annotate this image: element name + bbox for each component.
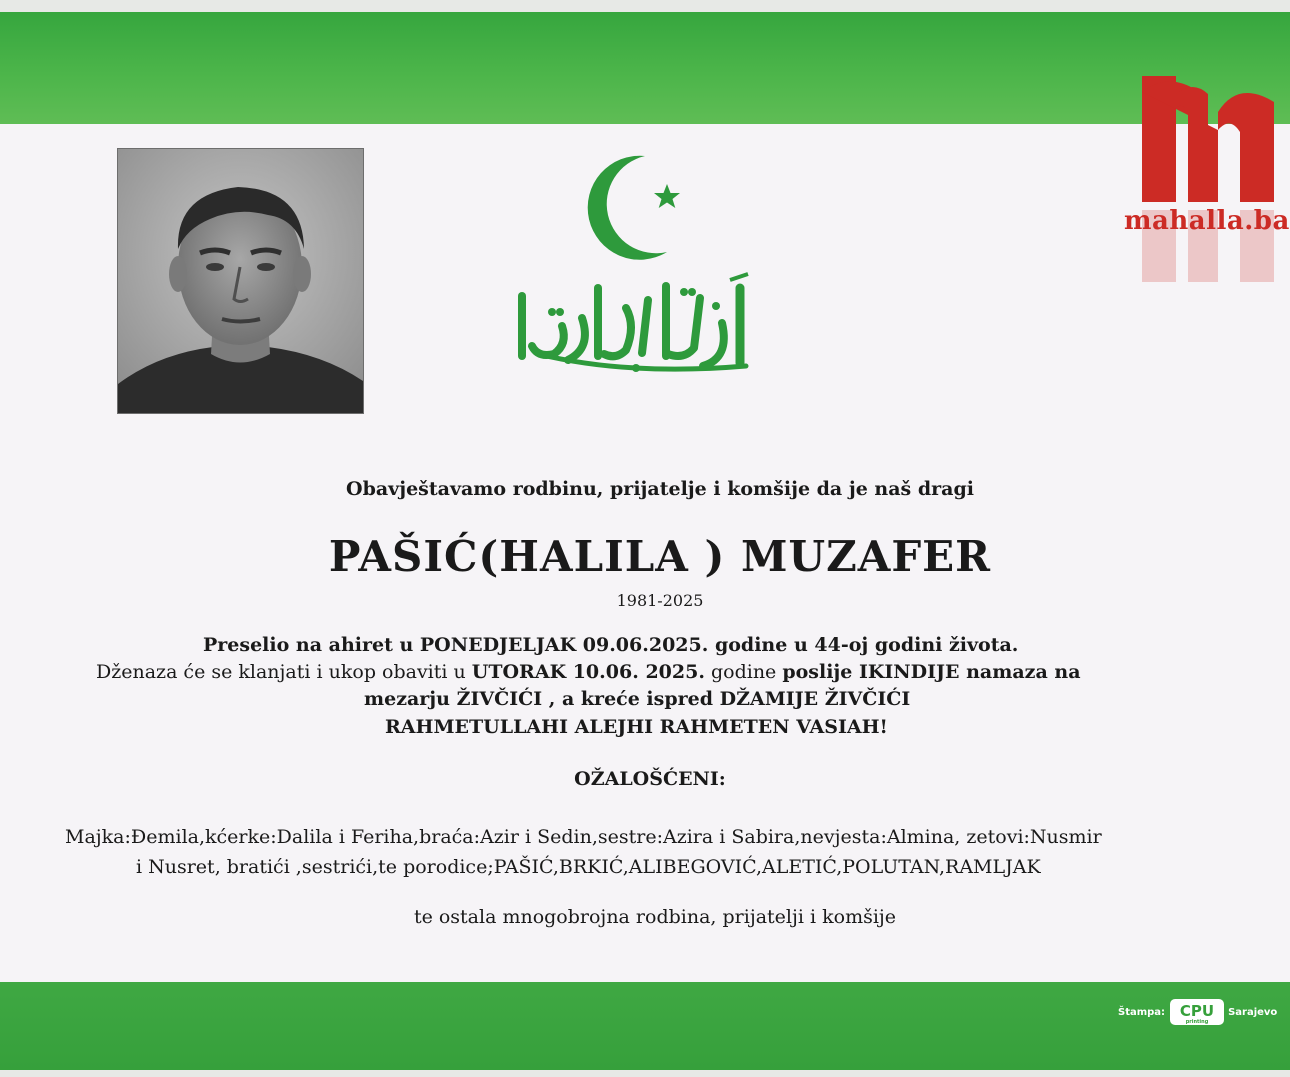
funeral-line: [96, 661, 1081, 683]
arabic-calligraphy-icon: [508, 268, 758, 383]
crescent-star-icon: [575, 148, 695, 266]
print-logo-text: CPU: [1179, 1002, 1215, 1020]
death-line: Preselio na ahiret u PONEDJELJAK 09.06.2025. godine u 44-oj godini života.: [203, 634, 1019, 656]
watermark-site: mahalla.ba: [1124, 206, 1290, 236]
funeral-line-part1: Dženaza će se klanjati i ukop obaviti u: [96, 661, 472, 683]
funeral-date: UTORAK 10.06. 2025.: [471, 661, 705, 683]
deceased-name: PAŠIĆ(HALILA ) MUZAFER: [328, 532, 992, 581]
mourners-heading: OŽALOŠĆENI:: [574, 768, 726, 790]
print-city: Sarajevo: [1228, 1006, 1278, 1018]
intro-text: Obavještavamo rodbinu, prijatelje i komšije da je naš dragi: [346, 478, 974, 500]
family-line-2: i Nusret, bratići ,sestrići,te porodice;PAŠIĆ,BRKIĆ,ALIBEGOVIĆ,ALETIĆ,POLUTAN,RAMLJAK: [136, 856, 1041, 878]
prayer-line: RAHMETULLAHI ALEJHI RAHMETEN VASIAH!: [385, 716, 888, 738]
print-logo-sub: printing: [1185, 1019, 1209, 1025]
burial-place-line: mezarju ŽIVČIĆI , a kreće ispred DŽAMIJE ŽIVČIĆI: [364, 688, 911, 710]
life-years: 1981-2025: [616, 591, 704, 610]
bottom-green-band: [0, 982, 1290, 1070]
deceased-portrait: [117, 148, 364, 414]
printer-credit: [1118, 998, 1277, 1026]
mahalla-logo-icon: [1138, 72, 1278, 282]
closing-text: te ostala mnogobrojna rodbina, prijatelji i komšije: [413, 906, 897, 928]
top-green-band: [0, 12, 1290, 124]
family-line-1: Majka:Đemila,kćerke:Dalila i Feriha,braća:Azir i Sedin,sestre:Azira i Sabira,nevjesta:Almina, zetovi:Nusmir: [65, 826, 1102, 848]
cpu-printing-logo-icon: [1170, 999, 1224, 1025]
funeral-prayer: poslije IKINDIJE namaza na: [782, 661, 1081, 683]
print-label: Štampa:: [1118, 1006, 1166, 1018]
funeral-line-part3: godine: [704, 661, 783, 683]
